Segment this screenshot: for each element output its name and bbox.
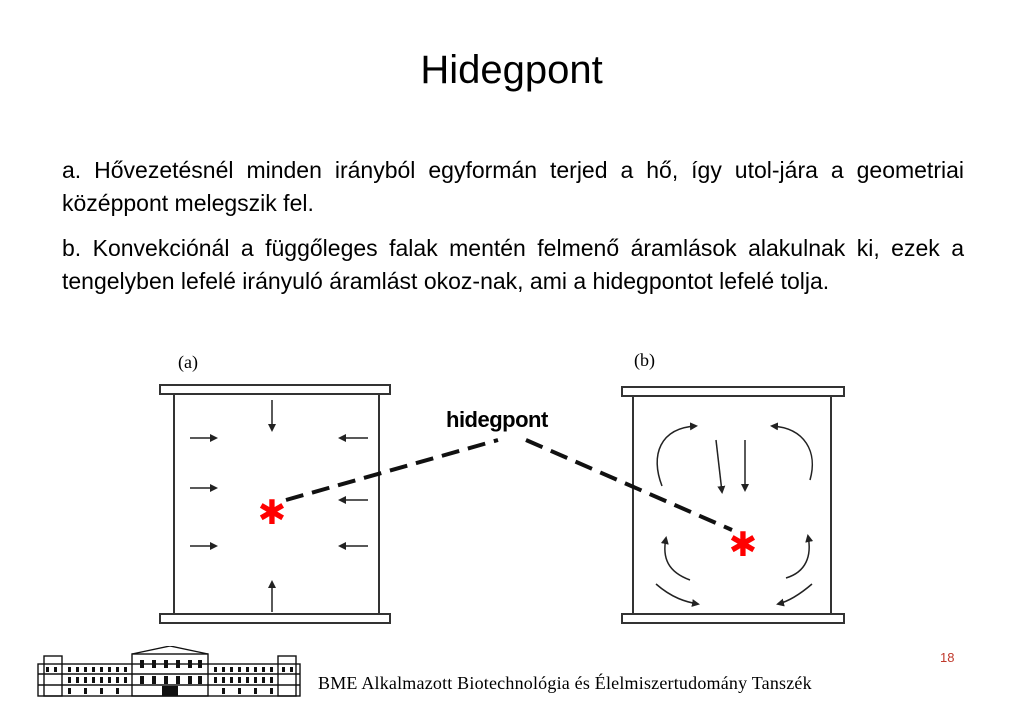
figure-label-a: (a): [178, 352, 198, 372]
figure-label-b: (b): [634, 350, 655, 370]
cold-point-marker-a: ✱: [257, 493, 287, 533]
arrow-lower-left-b: [665, 538, 690, 580]
page-number: 18: [940, 650, 955, 665]
pointer-line-b: [526, 440, 732, 530]
cold-point-label: hidegpont: [446, 407, 548, 432]
footer-department: BME Alkalmazott Biotechnológia és Élelmiszertudomány Tanszék: [318, 673, 812, 693]
paragraph-b: b. Konvekciónál a függőleges falak mentén felmenő áramlások alakulnak ki, ezek a tengelyben lefelé irányuló áramlást okoz-nak, ami a hidegpontot lefelé tolja.: [62, 235, 964, 294]
paragraph-a: a. Hővezetésnél minden irányból egyformán terjed a hő, így utol-jára a geometriai középpont melegszik fel.: [62, 157, 964, 216]
arrow-bottom-left-b: [656, 584, 698, 604]
arrow-center-left-b: [716, 440, 722, 492]
pointer-line-a: [286, 440, 498, 500]
page-title: Hidegpont: [420, 48, 603, 92]
pointer-lines: [286, 440, 732, 530]
convection-arrows-b: [656, 426, 812, 604]
cold-point-marker-b: ✱: [728, 525, 758, 565]
arrow-lower-right-b: [786, 536, 809, 578]
arrow-upper-right-b: [772, 426, 812, 480]
container-b: [622, 387, 844, 623]
arrow-upper-left-b: [657, 426, 696, 486]
university-building-icon: [36, 646, 304, 698]
arrow-bottom-right-b: [778, 584, 812, 604]
